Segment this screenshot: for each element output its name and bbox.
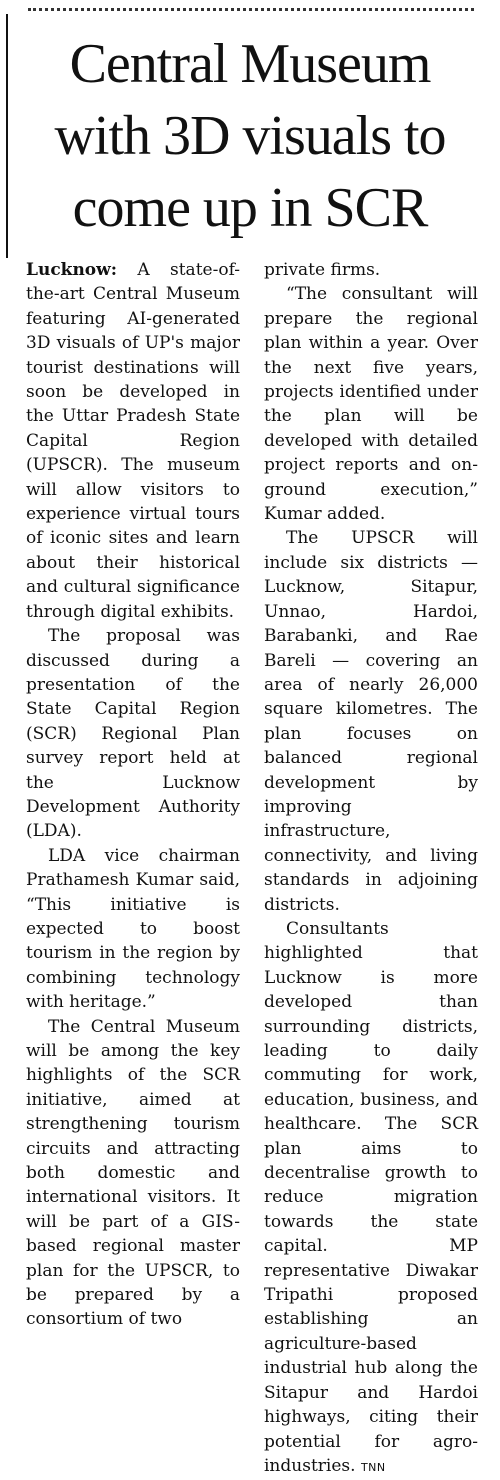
article-paragraph: The proposal was discussed during a presentation of the State Capital Region (SCR) Regional Plan survey report held at the Lucknow Development Authority (LDA). <box>26 626 240 842</box>
article-paragraph: “The consultant will prepare the regional plan within a year. Over the next five years, projects identified under the plan will be developed with detailed project reports and on-ground execution,” Kumar added. <box>264 284 478 525</box>
paragraph-text: A state-of-the-art Central Museum featuring AI-generated 3D visuals of UP's major tourist destinations will soon be developed in the Uttar Pradesh State Capital Region (UPSCR). The museum will allow visitors to experience virtual tours of iconic sites and learn about their historical and cultural significance through digital exhibits. <box>26 260 240 622</box>
article-column-1 <box>26 258 240 1330</box>
article-paragraph <box>26 258 240 624</box>
article-paragraph <box>264 917 478 1480</box>
article-column-2 <box>264 258 478 1476</box>
article-body <box>26 258 478 1476</box>
dateline: Lucknow: <box>26 260 118 280</box>
agency-credit: TNN <box>360 1460 386 1474</box>
paragraph-text: Consultants highlighted that Lucknow is more developed than surrounding districts, leading to daily commuting for work, education, business, and healthcare. The SCR plan aims to decentralise growth to reduce migration towards the state capital. MP representative Diwakar Tripathi proposed establishing an agriculture-based industrial hub along the Sitapur and Hardoi highways, citing their potential for agro-industries. <box>264 918 478 1476</box>
top-dotted-rule <box>28 8 474 11</box>
left-vertical-rule <box>6 14 8 258</box>
article-paragraph: The UPSCR will include six districts — Lucknow, Sitapur, Unnao, Hardoi, Barabanki, and Rae Bareli — covering an area of nearly 26,000 square kilometres. The plan focuses on balanced regional development by improving infrastructure, connectivity, and living standards in adjoining districts. <box>264 528 478 915</box>
article-paragraph: LDA vice chairman Prathamesh Kumar said, “This initiative is expected to boost tourism in the region by combining technology with heritage.” <box>26 845 240 1013</box>
article-paragraph: private firms. <box>264 260 381 280</box>
article-paragraph: The Central Museum will be among the key highlights of the SCR initiative, aimed at strengthening tourism circuits and attracting both domestic and international visitors. It will be part of a GIS-based regional master plan for the UPSCR, to be prepared by a consortium of two <box>26 1016 240 1330</box>
headline: Central Museum with 3D visuals to come up in SCR <box>54 33 446 239</box>
